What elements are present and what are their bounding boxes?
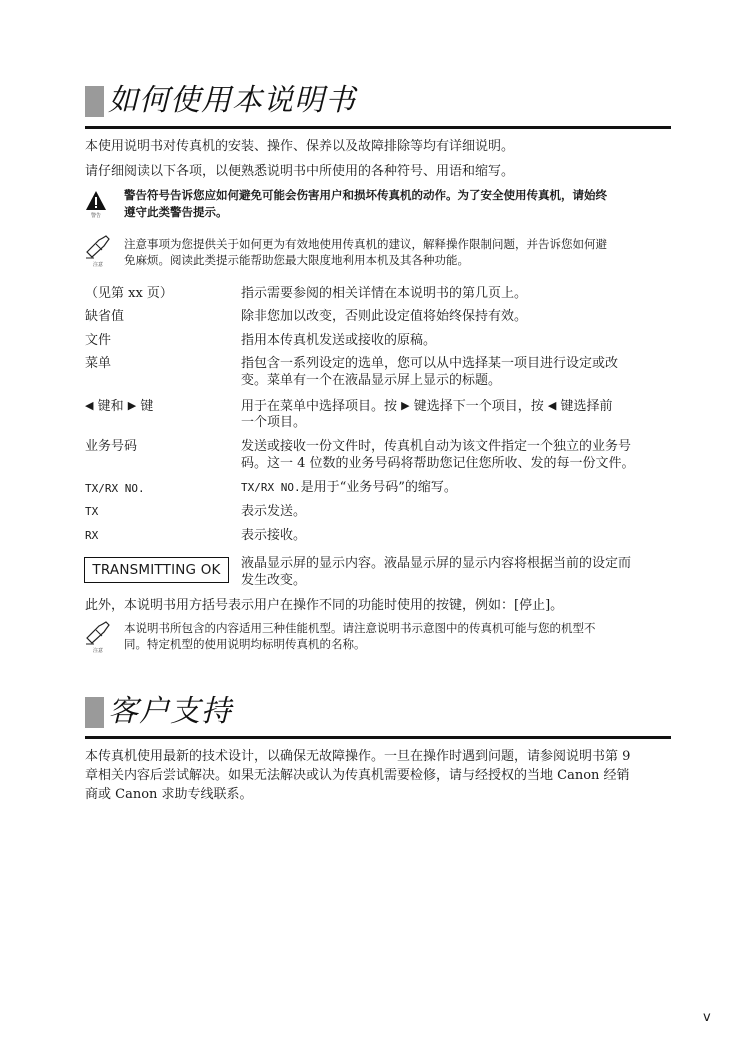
def-txrx-code: TX/RX NO. bbox=[241, 481, 301, 494]
def-menu-1: 指包含一系列设定的选单，您可以从中选择某一项目进行设定或改 bbox=[241, 356, 619, 371]
note-text-2: 免麻烦。阅读此类提示能帮助您最大限度地利用本机及其各种功能。 bbox=[124, 253, 469, 267]
term-see-page: （见第 xx 页） bbox=[85, 286, 173, 301]
def-transaction-2: 码。这一 4 位数的业务号码将帮助您记住您所收、发的每一份文件。 bbox=[241, 456, 635, 471]
note2-text-1: 本说明书所包含的内容适用三种佳能机型。请注意说明书示意图中的传真机可能与您的机型不 bbox=[124, 621, 596, 635]
intro-line-1: 本使用说明书对传真机的安装、操作、保养以及故障排除等均有详细说明。 bbox=[85, 139, 515, 154]
right-arrow-icon: ▶ bbox=[127, 399, 137, 412]
left-arrow-icon: ◀ bbox=[85, 399, 94, 412]
support-line-3: 商或 Canon 求助专线联系。 bbox=[85, 787, 253, 802]
def-transaction-1: 发送或接收一份文件时，传真机自动为该文件指定一个独立的业务号 bbox=[241, 439, 632, 454]
term-tx: TX bbox=[85, 505, 99, 518]
def-default: 除非您加以改变，否则此设定值将始终保持有效。 bbox=[241, 309, 528, 324]
support-line-2: 章相关内容后尝试解决。如果无法解决或认为传真机需要检修，请与经授权的当地 Canon 经销 bbox=[85, 768, 630, 783]
note-pencil-icon bbox=[84, 620, 112, 654]
page-number: v bbox=[703, 1010, 711, 1025]
def-document: 指用本传真机发送或接收的原稿。 bbox=[241, 333, 437, 348]
section-title-how-to-use: 如何使用本说明书 bbox=[108, 83, 356, 118]
note-text-1: 注意事项为您提供关于如何更为有效地使用传真机的建议，解释操作限制问题，并告诉您如何避 bbox=[124, 237, 607, 251]
warning-icon-caption: 警告 bbox=[91, 213, 102, 219]
def-lcd-2: 发生改变。 bbox=[241, 573, 307, 588]
section-title-customer-support: 客户支持 bbox=[108, 694, 232, 729]
term-arrow-keys bbox=[85, 397, 153, 416]
warning-icon bbox=[85, 190, 107, 220]
def-lcd-1: 液晶显示屏的显示内容。液晶显示屏的显示内容将根据当前的设定而 bbox=[241, 556, 632, 571]
intro-line-2: 请仔细阅读以下各项，以便熟悉说明书中所使用的各种符号、用语和缩写。 bbox=[85, 164, 515, 179]
def-see-page: 指示需要参阅的相关详情在本说明书的第几页上。 bbox=[241, 286, 528, 301]
def-txrx-no bbox=[241, 479, 673, 497]
term-document: 文件 bbox=[85, 333, 112, 348]
left-arrow-icon: ◀ bbox=[547, 399, 557, 412]
brackets-paragraph: 此外，本说明书用方括号表示用户在操作不同的功能时使用的按键，例如：[停止]。 bbox=[85, 598, 564, 613]
term-arrow-key: 键 bbox=[136, 399, 154, 414]
term-menu: 菜单 bbox=[85, 356, 112, 371]
term-rx: RX bbox=[85, 529, 99, 542]
support-line-1: 本传真机使用最新的技术设计，以确保无故障操作。一旦在操作时遇到问题，请参阅说明书第 9 bbox=[85, 749, 631, 764]
term-default: 缺省值 bbox=[85, 309, 125, 324]
term-arrow-and: 键和 bbox=[93, 399, 128, 414]
note-icon-caption: 注意 bbox=[93, 262, 104, 268]
def-arrow-keys-1 bbox=[241, 397, 673, 416]
warning-text-1: 警告符号告诉您应如何避免可能会伤害用户和损坏传真机的动作。为了安全使用传真机，请始终 bbox=[124, 188, 607, 202]
section-rule bbox=[85, 736, 671, 739]
right-arrow-icon: ▶ bbox=[401, 399, 410, 412]
term-txrx-no: TX/RX NO. bbox=[85, 482, 145, 495]
lcd-display-sample: TRANSMITTING OK bbox=[84, 557, 229, 583]
def-menu-2: 变。菜单有一个在液晶显示屏上显示的标题。 bbox=[241, 373, 502, 388]
note2-text-2: 同。特定机型的使用说明均标明传真机的名称。 bbox=[124, 637, 366, 651]
term-transaction-number: 业务号码 bbox=[85, 439, 138, 454]
def-rx: 表示接收。 bbox=[241, 528, 307, 543]
def-txrx-rest: 是用于“业务号码”的缩写。 bbox=[300, 480, 457, 495]
def-arrow-keys-2: 一个项目。 bbox=[241, 415, 307, 430]
def-arrow-part-a: 用于在菜单中选择项目。按 bbox=[241, 399, 402, 414]
heading-marker bbox=[85, 697, 104, 728]
note2-icon-caption: 注意 bbox=[93, 648, 104, 654]
def-tx: 表示发送。 bbox=[241, 504, 307, 519]
heading-marker bbox=[85, 86, 104, 117]
section-rule bbox=[85, 126, 671, 129]
def-arrow-part-b: 键选择下一个项目，按 bbox=[409, 399, 548, 414]
def-arrow-part-c: 键选择前 bbox=[556, 399, 613, 414]
warning-text-2: 遵守此类警告提示。 bbox=[124, 205, 228, 219]
note-pencil-icon bbox=[84, 234, 112, 268]
